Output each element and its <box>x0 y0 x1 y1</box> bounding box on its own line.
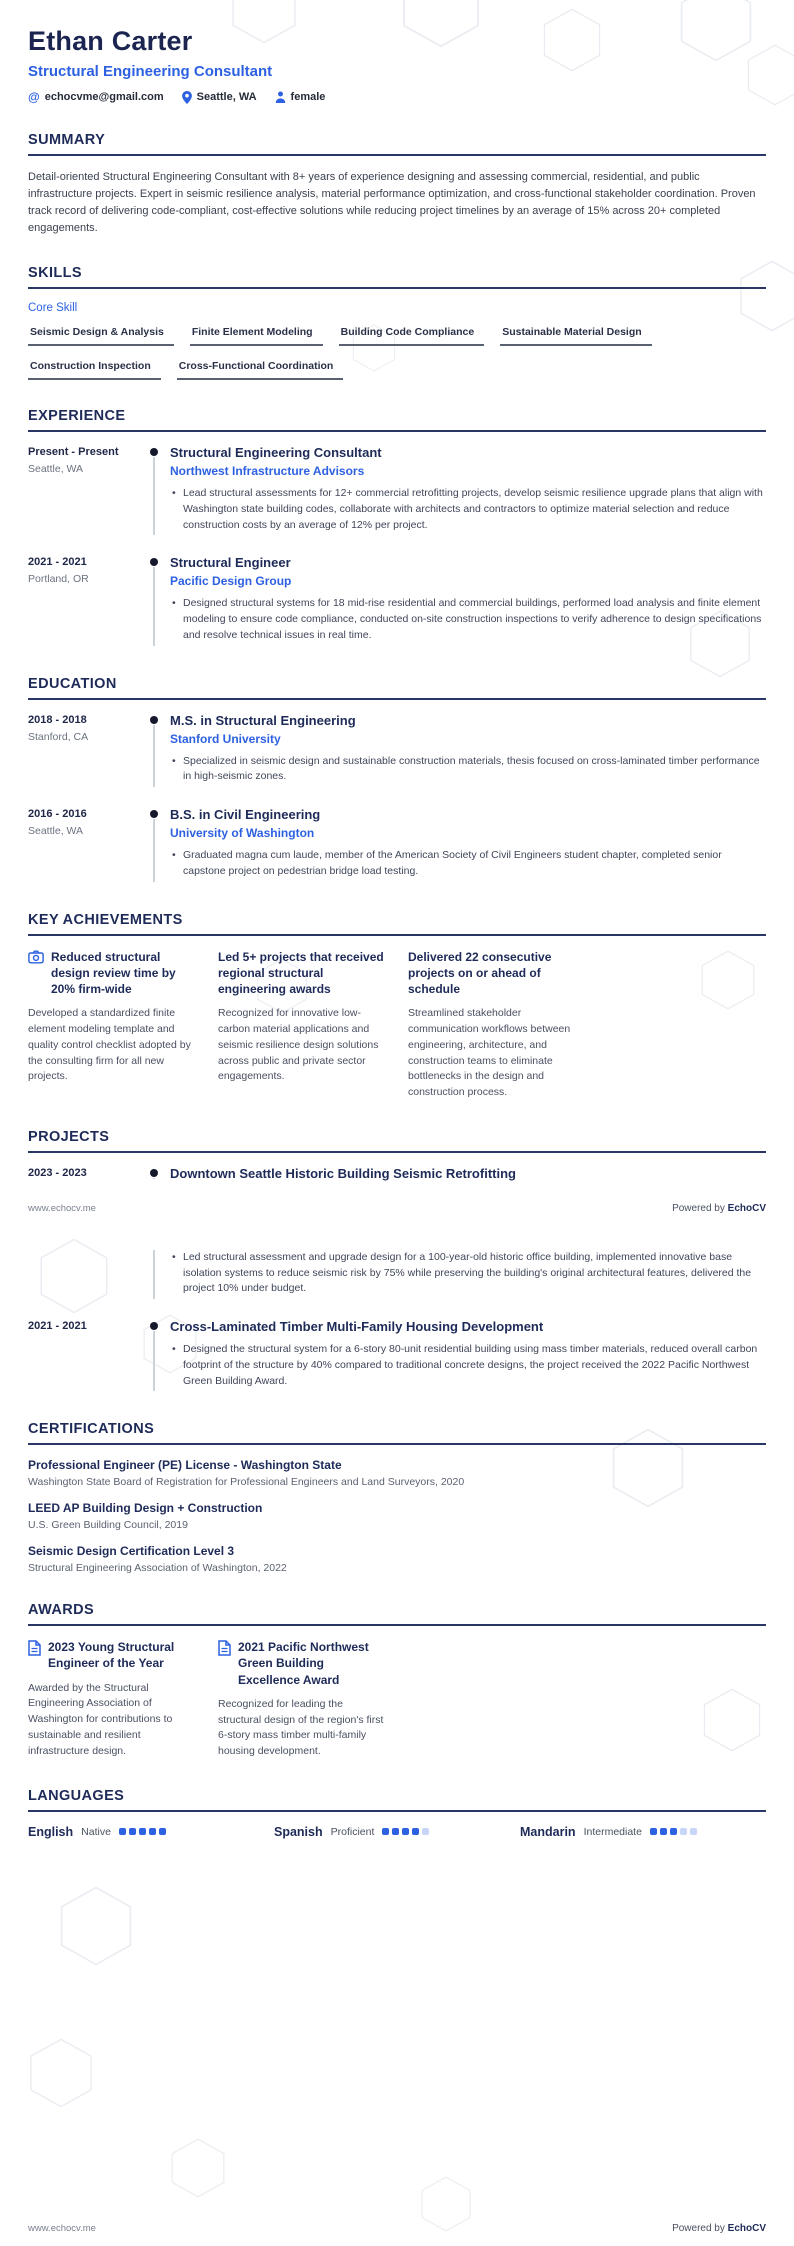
footer-powered-by[interactable] <box>672 2223 766 2234</box>
proficiency-dot-empty <box>690 1828 697 1835</box>
achievement-item <box>408 949 576 1101</box>
email-icon: @ <box>28 90 40 104</box>
footer-site-link[interactable]: www.echocv.me <box>28 2223 96 2234</box>
proficiency-dot-filled <box>382 1828 389 1835</box>
echocv-brand: EchoCV <box>727 1202 766 1214</box>
bullet-item: • Graduated magna cum laude, member of the American Society of Civil Engineers student chapter, completed senior capstone project on pedestrian bridge load testing. <box>170 848 766 880</box>
award-item <box>28 1639 196 1760</box>
education-heading: EDUCATION <box>28 676 766 700</box>
job-title: Structural Engineering Consultant <box>170 445 382 461</box>
language-item <box>28 1825 274 1839</box>
entry-meta <box>28 1319 140 1393</box>
hexagon-decoration <box>26 2038 96 2108</box>
section-experience <box>28 408 766 648</box>
achievement-title: Led 5+ projects that received regional structural engineering awards <box>218 949 384 997</box>
certification-title: Professional Engineer (PE) License - Washington State <box>28 1458 342 1473</box>
language-proficiency-dots <box>382 1828 429 1835</box>
entry-body <box>170 713 766 790</box>
achievement-item <box>28 949 196 1101</box>
camera-icon <box>28 950 44 969</box>
certification-issuer: Washington State Board of Registration for Professional Engineers and Land Surveyors, 2020 <box>28 1476 465 1489</box>
section-certifications <box>28 1421 766 1574</box>
resume-header <box>28 26 766 104</box>
entry-body <box>170 807 766 884</box>
education-entry <box>28 713 766 790</box>
language-level: Intermediate <box>583 1825 642 1838</box>
achievements-heading: KEY ACHIEVEMENTS <box>28 912 766 936</box>
certification-title: LEED AP Building Design + Construction <box>28 1501 263 1516</box>
proficiency-dot-filled <box>660 1828 667 1835</box>
timeline-dot <box>150 1322 158 1330</box>
skill-tag: Construction Inspection <box>28 358 161 380</box>
experience-entry <box>28 445 766 537</box>
language-proficiency-dots <box>650 1828 697 1835</box>
entry-location: Stanford, CA <box>28 730 89 743</box>
skill-tag: Finite Element Modeling <box>190 324 323 346</box>
proficiency-dot-filled <box>670 1828 677 1835</box>
language-name: Mandarin <box>520 1824 576 1839</box>
language-item <box>274 1825 520 1839</box>
project-entry-continuation <box>28 1250 766 1301</box>
experience-entry <box>28 555 766 647</box>
entry-dates: 2018 - 2018 <box>28 713 87 726</box>
education-entry <box>28 807 766 884</box>
languages-heading: LANGUAGES <box>28 1788 766 1812</box>
entry-bullets <box>170 1250 766 1297</box>
timeline-dot <box>150 810 158 818</box>
powered-by-prefix: Powered by <box>672 1202 728 1214</box>
award-item <box>218 1639 386 1760</box>
page-footer <box>28 2223 766 2234</box>
entry-body <box>170 555 766 647</box>
bullet-item: • Lead structural assessments for 12+ commercial retrofitting projects, develop seismic resilience upgrade plans that align with Washington state building codes, collaborate with architects and contractors to optimize material selection and reduce construction costs by an average of 12% per project. <box>170 486 766 533</box>
section-summary <box>28 132 766 237</box>
project-entry <box>28 1319 766 1393</box>
project-title: Cross-Laminated Timber Multi-Family Housing Development <box>170 1319 544 1334</box>
timeline-marker <box>140 1166 170 1181</box>
company-name: Pacific Design Group <box>170 574 292 589</box>
contact-row <box>28 90 766 104</box>
company-name: Northwest Infrastructure Advisors <box>170 464 365 479</box>
timeline-marker <box>140 445 170 537</box>
certification-title: Seismic Design Certification Level 3 <box>28 1544 235 1559</box>
proficiency-dot-filled <box>129 1828 136 1835</box>
entry-bullets <box>170 1342 766 1389</box>
skill-tag: Sustainable Material Design <box>500 324 651 346</box>
language-level: Native <box>81 1825 111 1838</box>
timeline-marker <box>140 713 170 790</box>
language-name: Spanish <box>274 1824 323 1839</box>
summary-heading: SUMMARY <box>28 132 766 156</box>
echocv-brand: EchoCV <box>727 2223 766 2234</box>
certificate-document-icon <box>218 1640 231 1661</box>
skill-tag: Building Code Compliance <box>339 324 485 346</box>
timeline-marker <box>140 1319 170 1393</box>
entry-body <box>170 1250 766 1301</box>
achievement-title: Reduced structural design review time by 20% firm-wide <box>51 949 176 997</box>
entry-location: Seattle, WA <box>28 463 84 476</box>
award-head <box>28 1639 196 1671</box>
certificate-document-icon <box>28 1640 41 1661</box>
candidate-name: Ethan Carter <box>28 26 193 56</box>
certifications-heading: CERTIFICATIONS <box>28 1421 766 1445</box>
proficiency-dot-empty <box>680 1828 687 1835</box>
language-name: English <box>28 1824 74 1839</box>
section-awards <box>28 1602 766 1760</box>
school-name: University of Washington <box>170 826 315 841</box>
skills-group-label: Core Skill <box>28 302 78 315</box>
section-languages <box>28 1788 766 1839</box>
contact-email[interactable] <box>28 90 164 104</box>
entry-dates: 2023 - 2023 <box>28 1166 87 1179</box>
degree-title: B.S. in Civil Engineering <box>170 807 321 823</box>
certification-item <box>28 1458 766 1488</box>
hexagon-decoration <box>56 1886 136 1966</box>
project-entry <box>28 1166 766 1181</box>
entry-location: Portland, OR <box>28 573 89 586</box>
achievement-head <box>218 949 386 998</box>
skill-tag: Cross-Functional Coordination <box>177 358 344 380</box>
timeline-dot <box>150 1169 158 1177</box>
entry-meta <box>28 445 140 537</box>
section-projects <box>28 1129 766 1394</box>
timeline-dot <box>150 716 158 724</box>
achievement-description: Recognized for innovative low-carbon material applications and seismic resilience design solutions across public and private sector engagements. <box>218 1007 379 1083</box>
entry-meta <box>28 555 140 647</box>
timeline-dot <box>150 448 158 456</box>
entry-dates: 2021 - 2021 <box>28 1320 87 1332</box>
proficiency-dot-filled <box>650 1828 657 1835</box>
certification-item <box>28 1544 766 1574</box>
entry-bullets <box>170 596 766 643</box>
proficiency-dot-filled <box>402 1828 409 1835</box>
achievement-item <box>218 949 386 1101</box>
entry-dates: Present - Present <box>28 446 119 459</box>
entry-body <box>170 1319 766 1393</box>
awards-grid <box>28 1639 766 1760</box>
bullet-item: • Led structural assessment and upgrade design for a 100-year-old historic office building, implemented innovative base isolation systems to reduce seismic risk by 75% while preserving the building's original architectural features, delivered the project 10% under budget. <box>170 1250 766 1297</box>
certification-issuer: U.S. Green Building Council, 2019 <box>28 1519 188 1532</box>
skill-tags <box>28 324 766 380</box>
achievements-grid <box>28 949 766 1101</box>
proficiency-dot-filled <box>412 1828 419 1835</box>
certification-item <box>28 1501 766 1531</box>
language-item <box>520 1825 766 1839</box>
proficiency-dot-filled <box>119 1828 126 1835</box>
entry-body <box>170 445 766 537</box>
language-proficiency-dots <box>119 1828 166 1835</box>
entry-bullets <box>170 848 766 880</box>
project-title: Downtown Seattle Historic Building Seismic Retrofitting <box>170 1165 516 1181</box>
timeline-marker <box>140 1250 170 1301</box>
summary-text: Detail-oriented Structural Engineering Consultant with 8+ years of experience designing and assessing commercial, residential, and public infrastructure projects. Expert in seismic resilience analysis, material performance optimization, and cross-functional stakeholder coordination. Proven track record of delivering code-compliant, cost-effective solutions while reducing project timelines by an average of 15% across 20+ completed engagements. <box>28 171 756 235</box>
entry-meta <box>28 807 140 884</box>
location-pin-icon <box>182 91 192 104</box>
certification-issuer: Structural Engineering Association of Washington, 2022 <box>28 1562 287 1575</box>
entry-bullets <box>170 754 766 786</box>
experience-heading: EXPERIENCE <box>28 408 766 432</box>
achievement-head <box>28 949 196 998</box>
candidate-title: Structural Engineering Consultant <box>28 63 273 80</box>
job-title: Structural Engineer <box>170 555 291 571</box>
person-icon <box>275 91 286 103</box>
entry-dates: 2021 - 2021 <box>28 556 87 569</box>
achievement-title: Delivered 22 consecutive projects on or ahead of schedule <box>408 949 552 997</box>
timeline-dot <box>150 558 158 566</box>
award-head <box>218 1639 386 1688</box>
contact-gender <box>275 91 326 103</box>
page-break-footer <box>28 1203 766 1214</box>
bullet-item: • Designed structural systems for 18 mid-rise residential and commercial buildings, performed load analysis and finite element modeling to ensure code compliance, conducted on-site construction inspections to verify adherence to design specifications and resolve technical issues in real time. <box>170 596 766 643</box>
proficiency-dot-filled <box>392 1828 399 1835</box>
proficiency-dot-filled <box>139 1828 146 1835</box>
award-title: 2023 Young Structural Engineer of the Year <box>48 1640 175 1671</box>
entry-body <box>170 1166 766 1181</box>
school-name: Stanford University <box>170 731 281 746</box>
proficiency-dot-filled <box>159 1828 166 1835</box>
section-key-achievements <box>28 912 766 1101</box>
timeline-marker <box>140 807 170 884</box>
footer-powered-by[interactable] <box>672 1203 766 1214</box>
contact-email-text: echocvme@gmail.com <box>44 91 164 103</box>
proficiency-dot-filled <box>149 1828 156 1835</box>
skills-heading: SKILLS <box>28 265 766 289</box>
contact-gender-text: female <box>290 91 326 103</box>
contact-location-text: Seattle, WA <box>196 91 257 103</box>
section-education <box>28 676 766 884</box>
projects-heading: PROJECTS <box>28 1129 766 1153</box>
degree-title: M.S. in Structural Engineering <box>170 712 356 728</box>
achievement-description: Streamlined stakeholder communication workflows between engineering, architecture, and construction teams to eliminate bottlenecks in the design and construction process. <box>408 1007 571 1098</box>
achievement-head <box>408 949 576 998</box>
entry-dates: 2016 - 2016 <box>28 808 87 821</box>
skill-tag: Seismic Design & Analysis <box>28 324 174 346</box>
footer-site-link[interactable]: www.echocv.me <box>28 1202 96 1214</box>
awards-heading: AWARDS <box>28 1602 766 1626</box>
contact-location <box>182 91 257 104</box>
award-description: Awarded by the Structural Engineering Association of Washington for contributions to sustainable and resilient infrastructure design. <box>28 1681 173 1757</box>
award-title: 2021 Pacific Northwest Green Building Excellence Award <box>238 1640 369 1687</box>
language-level: Proficient <box>330 1825 375 1838</box>
entry-meta <box>28 1250 140 1301</box>
entry-meta <box>28 713 140 790</box>
section-skills <box>28 265 766 380</box>
entry-location: Seattle, WA <box>28 825 84 838</box>
languages-row <box>28 1825 766 1839</box>
proficiency-dot-empty <box>422 1828 429 1835</box>
achievement-description: Developed a standardized finite element modeling template and quality control checklist adopted by the consulting firm for all new projects. <box>28 1007 191 1083</box>
entry-meta <box>28 1166 140 1181</box>
timeline-marker <box>140 555 170 647</box>
bullet-item: • Specialized in seismic design and sustainable construction materials, thesis focused on cross-laminated timber performance in high-seismic zones. <box>170 754 766 786</box>
powered-by-prefix: Powered by <box>672 2223 728 2234</box>
entry-bullets <box>170 486 766 533</box>
bullet-item: • Designed the structural system for a 6-story 80-unit residential building using mass timber materials, reduced overall carbon footprint of the structure by 40% compared to traditional concrete designs, the project received the 2022 Pacific Northwest Green Building Award. <box>170 1342 766 1389</box>
hexagon-decoration <box>168 2138 228 2198</box>
award-description: Recognized for leading the structural design of the region's first 6-story mass timber multi-family housing development. <box>218 1697 384 1758</box>
